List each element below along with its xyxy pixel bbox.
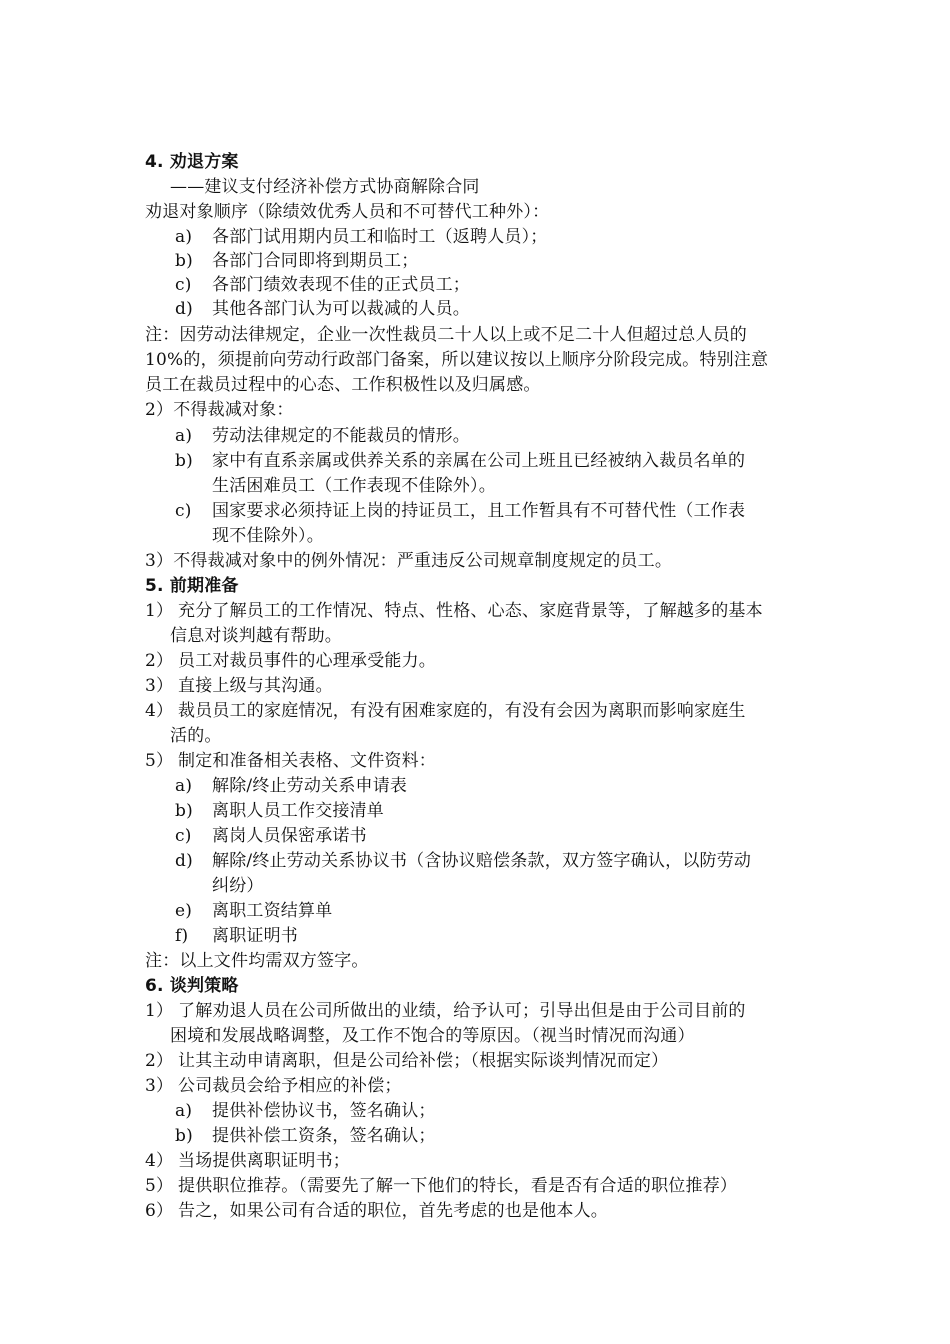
list-item: 充分了解员工的工作情况、特点、性格、心态、家庭背景等，了解越多的基本 <box>178 601 763 621</box>
list-item-continued: 困境和发展战略调整，及工作不饱合的等原因。（视当时情况而沟通） <box>170 1026 695 1046</box>
list-item: 离职工资结算单 <box>212 901 333 921</box>
list-item: 离职人员工作交接清单 <box>212 801 384 821</box>
list-marker: d) <box>175 299 193 319</box>
list-item: 让其主动申请离职，但是公司给补偿；（根据实际谈判情况而定） <box>178 1051 669 1071</box>
list-item: 裁员员工的家庭情况，有没有困难家庭的，有没有会因为离职而影响家庭生 <box>178 701 746 721</box>
list-item: 其他各部门认为可以裁减的人员。 <box>212 299 470 319</box>
list-marker: c) <box>175 826 192 846</box>
section-5-heading: 5. 前期准备 <box>145 576 239 596</box>
section-4-heading: 4. 劝退方案 <box>145 152 239 172</box>
note-line: 10%的，须提前向劳动行政部门备案，所以建议按以上顺序分阶段完成。特别注意 <box>145 350 769 370</box>
note-line: 注：因劳动法律规定，企业一次性裁员二十人以上或不足二十人但超过总人员的 <box>145 325 747 345</box>
list-item-continued: 信息对谈判越有帮助。 <box>170 626 342 646</box>
list-marker: 3） <box>145 676 174 696</box>
list-marker: 2） <box>145 651 174 671</box>
list-marker: 5） <box>145 1176 174 1196</box>
list-item-continued: 活的。 <box>170 726 222 746</box>
list-item: 了解劝退人员在公司所做出的业绩，给予认可；引导出但是由于公司目前的 <box>178 1001 746 1021</box>
section-5-note: 注：以上文件均需双方签字。 <box>145 951 369 971</box>
list-marker: c) <box>175 275 192 295</box>
list-item: 解除/终止劳动关系申请表 <box>212 776 408 796</box>
list-item: 提供补偿协议书，签名确认； <box>212 1101 436 1121</box>
list-item-continued: 生活困难员工（工作表现不佳除外）。 <box>212 476 496 496</box>
not-reduce-title: 2）不得裁减对象： <box>145 400 294 420</box>
list-item-continued: 现不佳除外）。 <box>212 526 324 546</box>
list-marker: a) <box>175 426 193 446</box>
list-marker: a) <box>175 1101 193 1121</box>
list-item: 解除/终止劳动关系协议书（含协议赔偿条款，双方签字确认，以防劳动 <box>212 851 752 871</box>
list-marker: 2） <box>145 1051 174 1071</box>
list-marker: 1） <box>145 1001 174 1021</box>
order-title: 劝退对象顺序（除绩效优秀人员和不可替代工种外）： <box>145 202 550 222</box>
list-marker: b) <box>175 251 193 271</box>
list-item: 离岗人员保密承诺书 <box>212 826 367 846</box>
list-marker: 1） <box>145 601 174 621</box>
list-marker: b) <box>175 451 193 471</box>
list-marker: 3） <box>145 1076 174 1096</box>
list-item: 提供职位推荐。（需要先了解一下他们的特长，看是否有合适的职位推荐） <box>178 1176 738 1196</box>
list-marker: b) <box>175 801 193 821</box>
list-item: 国家要求必须持证上岗的持证员工，且工作暂具有不可替代性（工作表 <box>212 501 746 521</box>
list-marker: b) <box>175 1126 193 1146</box>
list-marker: a) <box>175 776 193 796</box>
list-item: 告之，如果公司有合适的职位，首先考虑的也是他本人。 <box>178 1201 608 1221</box>
list-marker: 4） <box>145 1151 174 1171</box>
list-item: 家中有直系亲属或供养关系的亲属在公司上班且已经被纳入裁员名单的 <box>212 451 746 471</box>
section-4-subtitle: ——建议支付经济补偿方式协商解除合同 <box>170 177 480 197</box>
list-marker: 5） <box>145 751 174 771</box>
list-item: 公司裁员会给予相应的补偿； <box>178 1076 402 1096</box>
list-item: 各部门试用期内员工和临时工（返聘人员）； <box>212 227 548 247</box>
list-item: 离职证明书 <box>212 926 298 946</box>
note-line: 员工在裁员过程中的心态、工作积极性以及归属感。 <box>145 375 541 395</box>
list-item: 各部门合同即将到期员工； <box>212 251 419 271</box>
list-marker: f) <box>175 926 189 946</box>
list-marker: 6） <box>145 1201 174 1221</box>
list-marker: e) <box>175 901 193 921</box>
list-item: 劳动法律规定的不能裁员的情形。 <box>212 426 470 446</box>
section-6-heading: 6. 谈判策略 <box>145 976 239 996</box>
list-marker: d) <box>175 851 193 871</box>
exception-line: 3）不得裁减对象中的例外情况：严重违反公司规章制度规定的员工。 <box>145 551 673 571</box>
list-item: 制定和准备相关表格、文件资料： <box>178 751 436 771</box>
list-marker: c) <box>175 501 192 521</box>
list-marker: 4） <box>145 701 174 721</box>
list-item: 直接上级与其沟通。 <box>178 676 333 696</box>
list-item: 员工对裁员事件的心理承受能力。 <box>178 651 436 671</box>
list-item-continued: 纠纷） <box>212 876 264 896</box>
list-item: 提供补偿工资条，签名确认； <box>212 1126 436 1146</box>
list-item: 当场提供离职证明书； <box>178 1151 350 1171</box>
list-item: 各部门绩效表现不佳的正式员工； <box>212 275 470 295</box>
list-marker: a) <box>175 227 193 247</box>
